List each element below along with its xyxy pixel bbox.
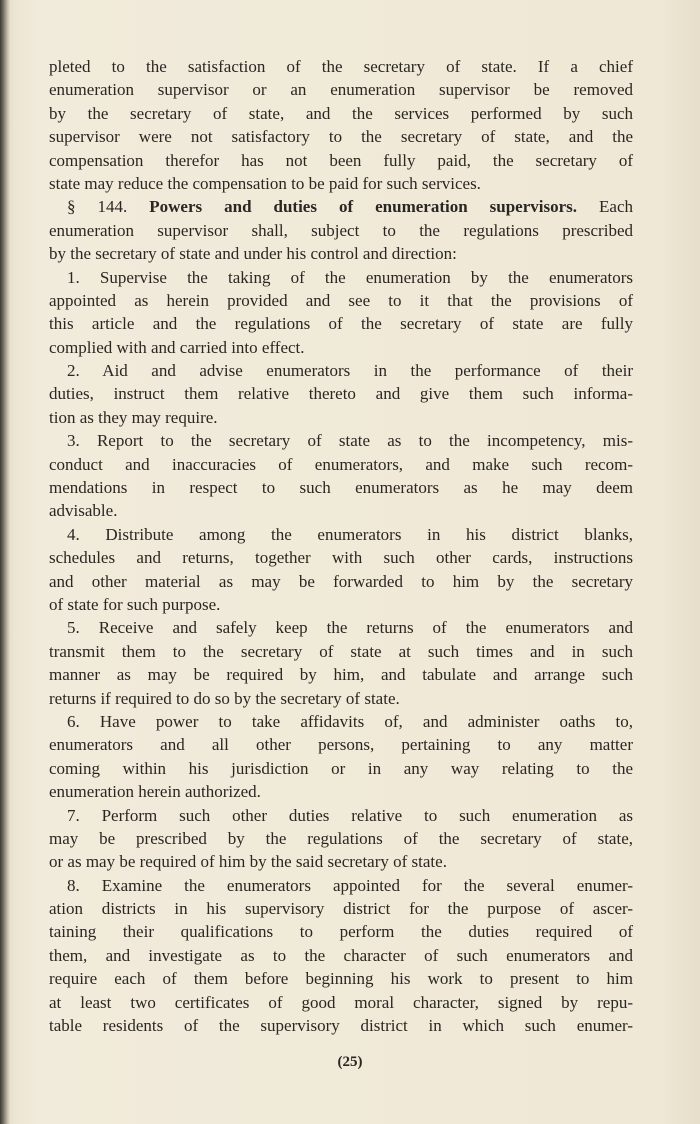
text-line: duties, instruct them relative thereto and give them such informa- bbox=[49, 384, 633, 404]
text-line: mendations in respect to such enumerators as he may deem bbox=[49, 478, 633, 498]
text-line: 7. Perform such other duties relative to such enumeration as bbox=[67, 805, 633, 825]
text-line: state may reduce the compensation to be paid for such services. bbox=[49, 173, 481, 193]
text-line: appointed as herein provided and see to it that the provisions of bbox=[49, 290, 633, 310]
text-line: by the secretary of state and under his control and direction: bbox=[49, 244, 457, 264]
text-line: enumerators and all other persons, pertaining to any matter bbox=[49, 735, 633, 755]
section-144-paragraph bbox=[49, 195, 633, 265]
duty-item-7 bbox=[49, 804, 633, 874]
text-line: at least two certificates of good moral character, signed by repu- bbox=[49, 992, 633, 1012]
text-line: tion as they may require. bbox=[49, 407, 218, 427]
duty-item-2 bbox=[49, 359, 633, 429]
text-line: advisable. bbox=[49, 501, 118, 521]
duty-item-1 bbox=[49, 266, 633, 360]
section-mark: § 144. bbox=[67, 197, 128, 217]
section-heading-line bbox=[49, 195, 633, 218]
text-line: manner as may be required by him, and tabulate and arrange such bbox=[49, 665, 633, 685]
text-line: coming within his jurisdiction or in any way relating to the bbox=[49, 758, 633, 778]
text-line: conduct and inaccuracies of enumerators, and make such recom- bbox=[49, 454, 633, 474]
text-line: 4. Distribute among the enumerators in his district blanks, bbox=[67, 524, 633, 544]
duty-item-6 bbox=[49, 710, 633, 804]
text-line: of state for such purpose. bbox=[49, 594, 221, 614]
text-line: 2. Aid and advise enumerators in the performance of their bbox=[67, 361, 633, 381]
text-line: them, and investigate as to the character of such enumerators and bbox=[49, 945, 633, 965]
text-line: ation districts in his supervisory district for the purpose of ascer- bbox=[49, 899, 633, 919]
duty-item-3 bbox=[49, 429, 633, 523]
text-line: returns if required to do so by the secretary of state. bbox=[49, 688, 400, 708]
duty-item-5 bbox=[49, 616, 633, 710]
section-title: Powers and duties of enumeration supervisors. bbox=[149, 197, 578, 217]
text-line: 5. Receive and safely keep the returns of the enumerators and bbox=[67, 618, 633, 638]
text-line: table residents of the supervisory district in which such enumer- bbox=[49, 1016, 633, 1036]
text-line: require each of them before beginning his work to present to him bbox=[49, 969, 633, 989]
text-line: 6. Have power to take affidavits of, and administer oaths to, bbox=[67, 711, 633, 731]
text-line: 3. Report to the secretary of state as to the incompetency, mis- bbox=[67, 431, 633, 451]
text-line: by the secretary of state, and the services performed by such bbox=[49, 103, 633, 123]
text-line: enumeration supervisor or an enumeration supervisor be removed bbox=[49, 80, 633, 100]
section-first-line-rest: Each bbox=[599, 197, 634, 217]
page-number: (25) bbox=[337, 1054, 363, 1070]
duty-item-8 bbox=[49, 874, 633, 1038]
page-binding-edge bbox=[0, 0, 10, 1124]
text-line: and other material as may be forwarded to him by the secretary bbox=[49, 571, 633, 591]
text-line: this article and the regulations of the secretary of state are fully bbox=[49, 314, 633, 334]
text-line: supervisor were not satisfactory to the secretary of state, and the bbox=[49, 127, 633, 147]
text-line: enumeration herein authorized. bbox=[49, 782, 261, 802]
text-line: pleted to the satisfaction of the secretary of state. If a chief bbox=[49, 57, 633, 76]
text-line: taining their qualifications to perform the duties required of bbox=[49, 922, 633, 942]
text-line: compensation therefor has not been fully paid, the secretary of bbox=[49, 150, 633, 170]
text-line: complied with and carried into effect. bbox=[49, 337, 305, 357]
duty-item-4 bbox=[49, 523, 633, 617]
paragraph-continuation bbox=[49, 55, 633, 195]
page-body bbox=[49, 55, 633, 1037]
text-line: 8. Examine the enumerators appointed for the several enumer- bbox=[67, 875, 633, 895]
text-line: or as may be required of him by the said secretary of state. bbox=[49, 852, 447, 872]
text-line: schedules and returns, together with such other cards, instructions bbox=[49, 548, 633, 568]
text-line: enumeration supervisor shall, subject to the regulations prescribed bbox=[49, 220, 633, 240]
text-line: 1. Supervise the taking of the enumeration by the enumerators bbox=[67, 267, 633, 287]
text-line: may be prescribed by the regulations of the secretary of state, bbox=[49, 828, 633, 848]
text-line: transmit them to the secretary of state at such times and in such bbox=[49, 641, 633, 661]
